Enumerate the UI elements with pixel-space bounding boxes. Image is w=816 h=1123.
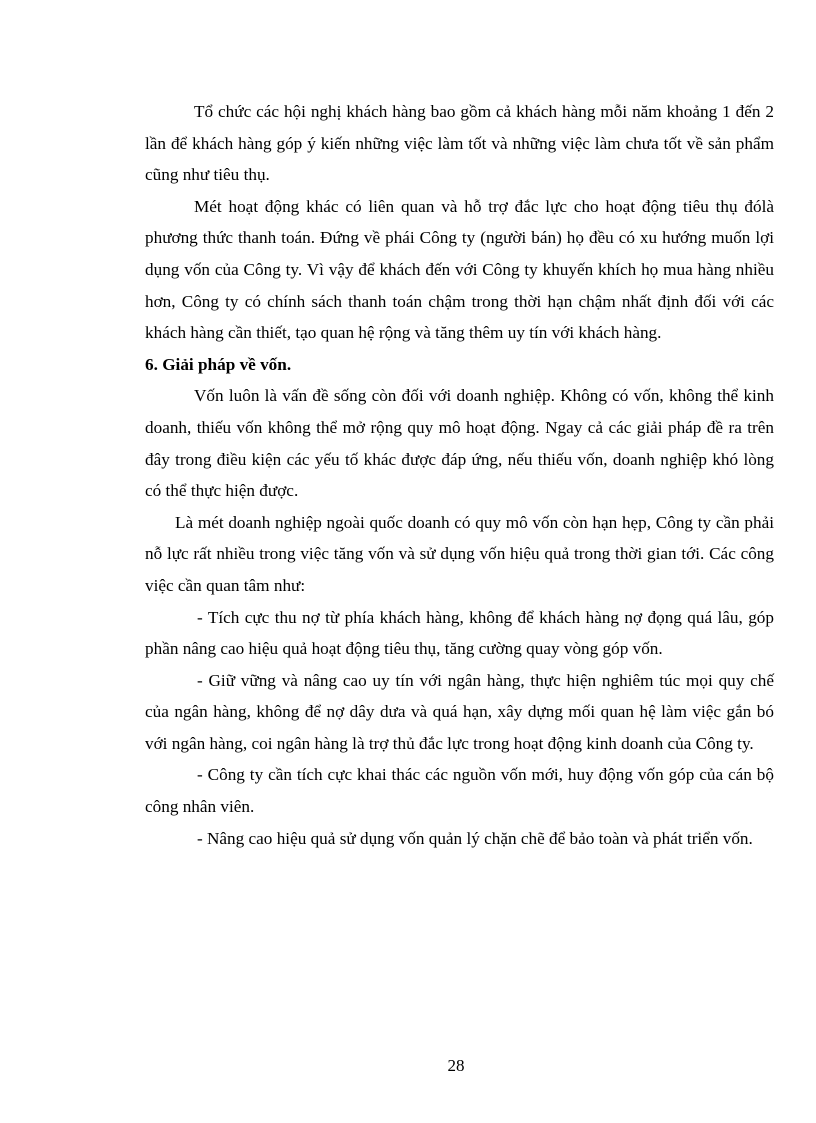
bullet-capital-efficiency: - Nâng cao hiệu quả sử dụng vốn quản lý chặn chẽ để bảo toàn và phát triển vốn. bbox=[197, 828, 753, 848]
paragraph-customer-conferences: Tổ chức các hội nghị khách hàng bao gồm cả khách hàng mỗi năm khoảng 1 đến 2 lần để khách hàng góp ý kiến những việc làm tốt và những việc làm chưa tốt về sản phẩm cũng như tiêu thụ. bbox=[145, 102, 774, 185]
bullet-bank-reputation: - Giữ vững và nâng cao uy tín với ngân hàng, thực hiện nghiêm túc mọi quy chế của ngân hàng, không để nợ dây dưa và quá hạn, xây dựng mối quan hệ làm việc gắn bó với ngân hàng, coi ngân hàng là trợ thủ đắc lực trong hoạt động kinh doanh của Công ty. bbox=[145, 670, 774, 753]
bullet-debt-collection: - Tích cực thu nợ từ phía khách hàng, không để khách hàng nợ đọng quá lâu, góp phần nâng cao hiệu quả hoạt động tiêu thụ, tăng cường quay vòng góp vốn. bbox=[145, 607, 774, 659]
paragraph-capital-importance: Vốn luôn là vấn đề sống còn đối với doanh nghiệp. Không có vốn, không thể kinh doanh, thiếu vốn không thể mở rộng quy mô hoạt động. Ngay cả các giải pháp đề ra trên đây trong điều kiện các yếu tố khác được đáp ứng, nếu thiếu vốn, doanh nghiệp khó lòng có thể thực hiện được. bbox=[145, 386, 774, 501]
section-heading-capital-solutions: 6. Giải pháp về vốn. bbox=[145, 354, 292, 374]
page-number: 28 bbox=[447, 1056, 465, 1075]
bullet-new-capital-sources: - Công ty cần tích cực khai thác các nguồn vốn mới, huy động vốn góp của cán bộ công nhân viên. bbox=[145, 765, 774, 817]
paragraph-company-capital-needs: Là mét doanh nghiệp ngoài quốc doanh có quy mô vốn còn hạn hẹp, Công ty cần phải nỗ lực rất nhiều trong việc tăng vốn và sử dụng vốn hiệu quả trong thời gian tới. Các công việc cần quan tâm như: bbox=[145, 512, 774, 595]
paragraph-payment-methods: Mét hoạt động khác có liên quan và hỗ trợ đắc lực cho hoạt động tiêu thụ đólà phương thức thanh toán. Đứng về phái Công ty (người bán) họ đều có xu hướng muốn lợi dụng vốn của Công ty. Vì vậy để khách đến với Công ty khuyến khích họ mua hàng nhiều hơn, Công ty có chính sách thanh toán chậm trong thời hạn chậm nhất định đối với các khách hàng cần thiết, tạo quan hệ rộng và tăng thêm uy tín với khách hàng. bbox=[145, 196, 774, 343]
document-page bbox=[145, 96, 774, 854]
